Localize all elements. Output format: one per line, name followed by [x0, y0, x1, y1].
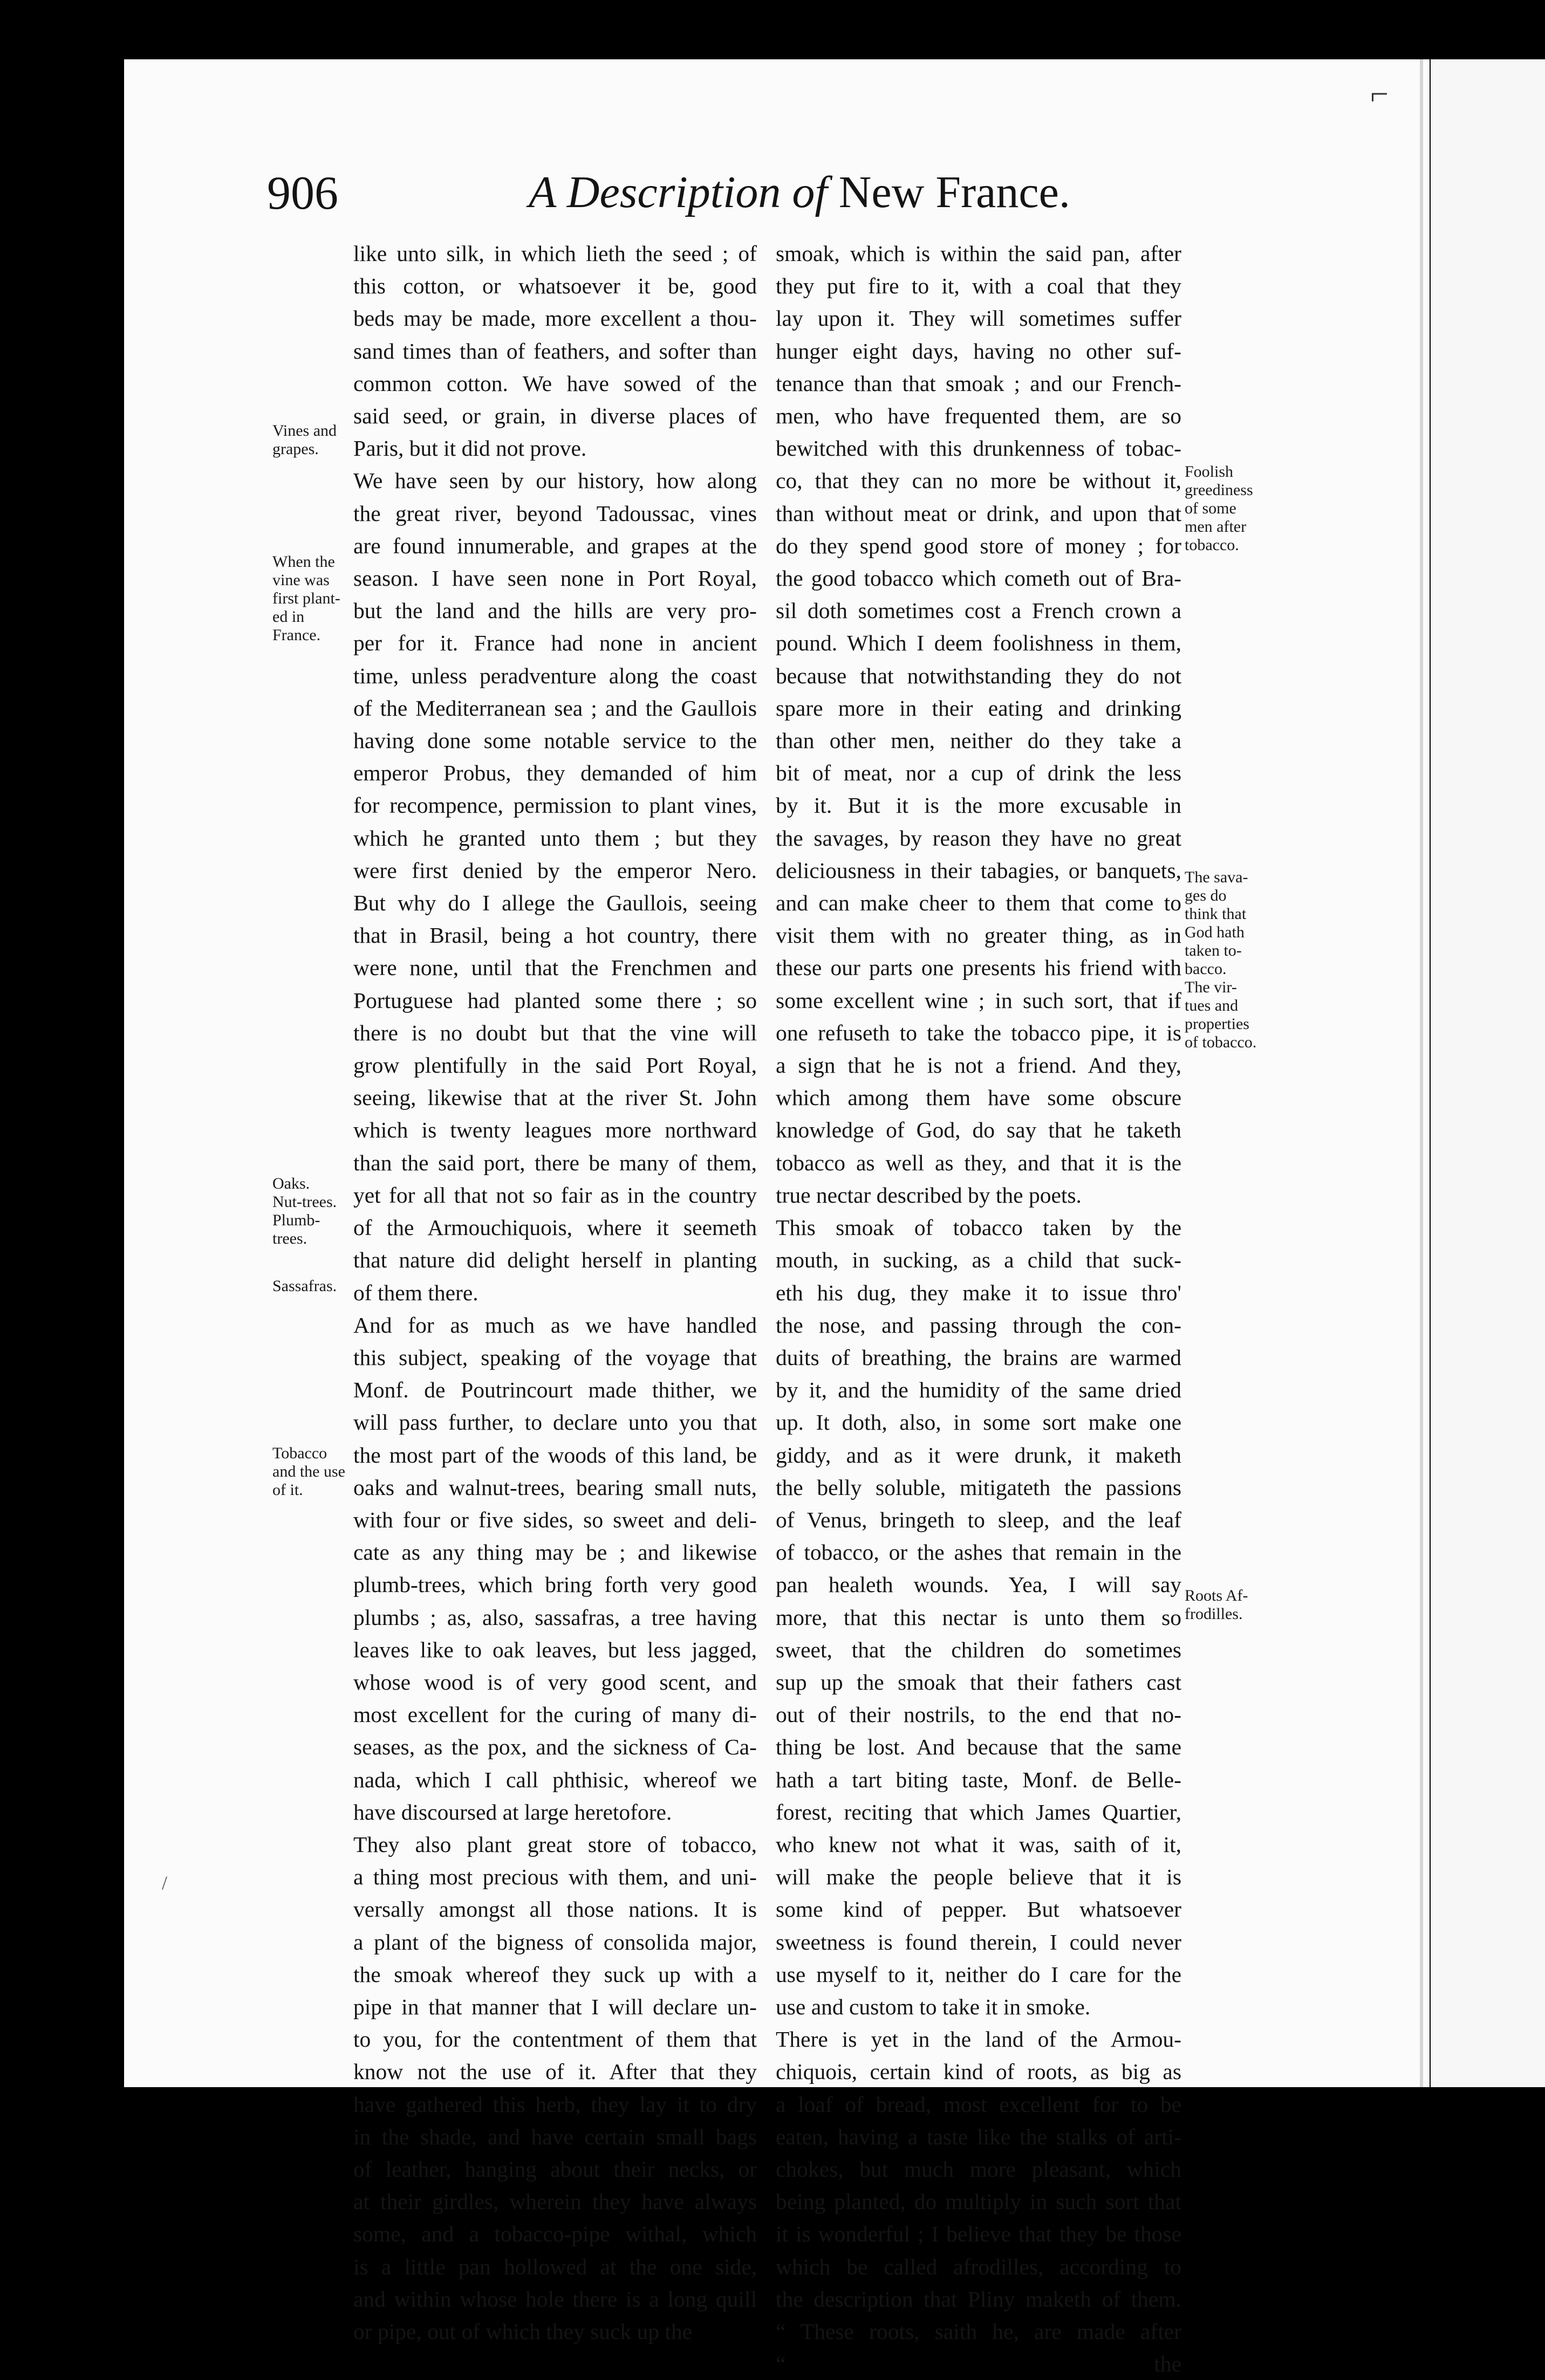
margin-note-foolish-greediness: Foolish greediness of some men after tobacco. [1185, 463, 1253, 554]
text-line: “ the [776, 2351, 1181, 2377]
text-line: to you, for the contentment of them that [353, 2027, 757, 2052]
text-line: the smoak whereof they suck up with a [353, 1961, 757, 1987]
text-line: which he granted unto them ; but they [353, 825, 757, 851]
running-title [529, 167, 1070, 217]
text-line: of the Armouchiquois, where it seemeth [353, 1215, 757, 1240]
margin-note-vines: Vines and grapes. [272, 422, 337, 458]
stray-mark: / [162, 1872, 168, 1894]
text-line: the great river, beyond Tadoussac, vines [353, 500, 757, 526]
text-line: at their girdles, wherein they have always [353, 2189, 757, 2214]
text-line: whose wood is of very good scent, and [353, 1669, 757, 1695]
text-line: sup up the smoak that their fathers cast [776, 1669, 1181, 1695]
text-line: this subject, speaking of the voyage that [353, 1345, 757, 1370]
text-line: some kind of pepper. But whatsoever [776, 1897, 1181, 1922]
text-line: or pipe, out of which they suck up the [353, 2319, 693, 2344]
running-title-prefix: A Description of [529, 167, 828, 217]
text-line: But why do I allege the Gaullois, seeing [353, 890, 757, 916]
text-line: Monf. de Poutrincourt made thither, we [353, 1377, 757, 1403]
text-line: and within whose hole there is a long quill [353, 2286, 757, 2312]
text-line: of leather, hanging about their necks, or [353, 2156, 757, 2182]
text-line: eth his dug, they make it to issue thro' [776, 1280, 1181, 1305]
right-text-column [776, 237, 1181, 2380]
text-line: hath a tart biting taste, Monf. de Belle- [776, 1767, 1181, 1792]
margin-note-sassafras: Sassafras. [272, 1277, 337, 1295]
text-line: it is wonderful ; I believe that they be those [776, 2221, 1181, 2247]
text-line: nada, which I call phthisic, whereof we [353, 1767, 757, 1792]
margin-note-roots: Roots Af- frodilles. [1185, 1587, 1248, 1623]
text-line: that nature did delight herself in planting [353, 1247, 757, 1273]
text-line: hunger eight days, having no other suf- [776, 338, 1181, 363]
text-line: grow plentifully in the said Port Royal, [353, 1053, 757, 1078]
text-line: will make the people believe that it is [776, 1864, 1181, 1890]
page-number: 906 [267, 167, 338, 220]
text-line: which be called afrodilles, according to [776, 2254, 1181, 2279]
text-line: season. I have seen none in Port Royal, [353, 566, 757, 591]
text-line: which is twenty leagues more northward [353, 1117, 757, 1143]
text-line: that in Brasil, being a hot country, there [353, 923, 757, 948]
text-line: the good tobacco which cometh out of Bra- [776, 566, 1181, 591]
text-line: giddy, and as it were drunk, it maketh [776, 1442, 1181, 1467]
text-line: co, that they can no more be without it, [776, 468, 1181, 493]
text-line: use and custom to take it in smoke. [776, 1994, 1091, 2019]
text-line: We have seen by our history, how along [353, 468, 757, 493]
text-line: per for it. France had none in ancient [353, 630, 757, 656]
text-line: visit them with no greater thing, as in [776, 923, 1181, 948]
text-line: They also plant great store of tobacco, [353, 1832, 757, 1857]
margin-note-savages-god: The sava- ges do think that God hath taken to- bacco. The vir- tues and properties of tobacco. [1185, 868, 1257, 1051]
text-line: a thing most precious with them, and uni- [353, 1864, 757, 1890]
text-line: sweet, that the children do sometimes [776, 1637, 1181, 1662]
text-line: the belly soluble, mitigateth the passions [776, 1474, 1181, 1500]
text-line: will pass further, to declare unto you that [353, 1410, 757, 1435]
text-line: versally amongst all those nations. It is [353, 1897, 757, 1922]
text-line: of Venus, bringeth to sleep, and the leaf [776, 1507, 1181, 1532]
text-line: and can make cheer to them that come to [776, 890, 1181, 916]
text-line: out of their nostrils, to the end that no- [776, 1702, 1181, 1727]
text-line: is a little pan hollowed at the one side, [353, 2254, 757, 2279]
text-line: chokes, but much more pleasant, which [776, 2156, 1181, 2182]
margin-note-tobacco: Tobacco and the use of it. [272, 1444, 345, 1499]
text-line: most excellent for the curing of many di- [353, 1702, 757, 1727]
text-line: cate as any thing may be ; and likewise [353, 1540, 757, 1565]
text-line: for recompence, permission to plant vines, [353, 793, 757, 818]
text-line: beds may be made, more excellent a thou- [353, 306, 757, 331]
text-line: the savages, by reason they have no great [776, 825, 1181, 851]
text-line: they put fire to it, with a coal that they [776, 273, 1181, 299]
facing-page-edge [1431, 59, 1545, 2087]
text-line: thing be lost. And because that the same [776, 1734, 1181, 1760]
text-line: having done some notable service to the [353, 728, 757, 753]
text-line: have gathered this herb, they lay it to dry [353, 2091, 757, 2117]
text-line: This smoak of tobacco taken by the [776, 1215, 1181, 1240]
text-line: mouth, in sucking, as a child that suck- [776, 1247, 1181, 1273]
text-line: forest, reciting that which James Quartier, [776, 1799, 1181, 1825]
text-line: leaves like to oak leaves, but less jagged, [353, 1637, 757, 1662]
text-line: some, and a tobacco-pipe withal, which [353, 2221, 757, 2247]
text-line: smoak, which is within the said pan, after [776, 241, 1181, 266]
text-line: of tobacco, or the ashes that remain in the [776, 1540, 1181, 1565]
text-line: like unto silk, in which lieth the seed ; of [353, 241, 757, 266]
text-line: Portuguese had planted some there ; so [353, 987, 757, 1013]
text-line: a plant of the bigness of consolida major, [353, 1929, 757, 1954]
text-line: pan healeth wounds. Yea, I will say [776, 1572, 1181, 1597]
text-line: seases, as the pox, and the sickness of Ca- [353, 1734, 757, 1760]
page-gutter [1420, 59, 1423, 2087]
text-line: in the shade, and have certain small bags [353, 2124, 757, 2149]
text-line: are found innumerable, and grapes at the [353, 533, 757, 558]
text-line: by it, and the humidity of the same dried [776, 1377, 1181, 1403]
text-line: these our parts one presents his friend with [776, 955, 1181, 980]
text-line: up. It doth, also, in some sort make one [776, 1410, 1181, 1435]
text-line: were none, until that the Frenchmen and [353, 955, 757, 980]
text-line: “ These roots, saith he, are made after [776, 2319, 1181, 2344]
text-line: tobacco as well as they, and that it is the [776, 1150, 1181, 1175]
text-line: by it. But it is the more excusable in [776, 793, 1181, 818]
text-line: said seed, or grain, in diverse places of [353, 403, 757, 429]
text-line: sil doth sometimes cost a French crown a [776, 598, 1181, 623]
text-line: do they spend good store of money ; for [776, 533, 1181, 558]
text-line: And for as much as we have handled [353, 1312, 757, 1338]
text-line: with four or five sides, so sweet and deli- [353, 1507, 757, 1532]
text-line: sweetness is found therein, I could never [776, 1929, 1181, 1954]
text-line: know not the use of it. After that they [353, 2059, 757, 2084]
text-line: were first denied by the emperor Nero. [353, 858, 757, 883]
text-line: than other men, neither do they take a [776, 728, 1181, 753]
text-line: men, who have frequented them, are so [776, 403, 1181, 429]
text-line: emperor Probus, they demanded of him [353, 760, 757, 786]
text-line: pound. Which I deem foolishness in them, [776, 630, 1181, 656]
text-line: because that notwithstanding they do not [776, 663, 1181, 688]
text-line: pipe in that manner that I will declare un- [353, 1994, 757, 2019]
text-line: have discoursed at large heretofore. [353, 1799, 672, 1825]
text-line: oaks and walnut-trees, bearing small nuts, [353, 1474, 757, 1500]
text-line: lay upon it. They will sometimes suffer [776, 306, 1181, 331]
text-line: the nose, and passing through the con- [776, 1312, 1181, 1338]
text-line: more, that this nectar is unto them so [776, 1604, 1181, 1630]
text-line: bewitched with this drunkenness of tobac- [776, 436, 1181, 461]
text-line: some excellent wine ; in such sort, that if [776, 987, 1181, 1013]
text-line: chiquois, certain kind of roots, as big as [776, 2059, 1181, 2084]
text-line: than the said port, there be many of them, [353, 1150, 757, 1175]
text-line: spare more in their eating and drinking [776, 695, 1181, 721]
text-line: of them there. [353, 1280, 478, 1305]
text-line: seeing, likewise that at the river St. John [353, 1085, 757, 1110]
text-line: There is yet in the land of the Armou- [776, 2027, 1181, 2052]
text-line: common cotton. We have sowed of the [353, 371, 757, 396]
text-line: this cotton, or whatsoever it be, good [353, 273, 757, 299]
text-line: true nectar described by the poets. [776, 1182, 1082, 1208]
text-line: the description that Pliny maketh of them. [776, 2286, 1181, 2312]
text-line: which among them have some obscure [776, 1085, 1181, 1110]
text-line: time, unless peradventure along the coast [353, 663, 757, 688]
text-line: yet for all that not so fair as in the country [353, 1182, 757, 1208]
text-line: there is no doubt but that the vine will [353, 1020, 757, 1045]
margin-note-vine-planted: When the vine was first plant- ed in France. [272, 553, 340, 644]
text-line: eaten, having a taste like the stalks of arti- [776, 2124, 1181, 2149]
text-line: a loaf of bread, most excellent for to be [776, 2091, 1181, 2117]
corner-mark: ⌐ [1370, 76, 1389, 112]
left-text-column [353, 237, 757, 2348]
margin-note-oaks: Oaks. Nut-trees. Plumb- trees. [272, 1175, 337, 1247]
text-line: bit of meat, nor a cup of drink the less [776, 760, 1181, 786]
text-line: but the land and the hills are very pro- [353, 598, 757, 623]
text-line: of the Mediterranean sea ; and the Gaullois [353, 695, 757, 721]
text-line: being planted, do multiply in such sort that [776, 2189, 1181, 2214]
text-line: who knew not what it was, saith of it, [776, 1832, 1181, 1857]
text-line: use myself to it, neither do I care for the [776, 1961, 1181, 1987]
text-line: one refuseth to take the tobacco pipe, it is [776, 1020, 1181, 1045]
text-line: plumb-trees, which bring forth very good [353, 1572, 757, 1597]
text-line: a sign that he is not a friend. And they, [776, 1053, 1181, 1078]
text-line: sand times than of feathers, and softer than [353, 338, 757, 363]
text-line: tenance than that smoak ; and our French- [776, 371, 1181, 396]
text-line: plumbs ; as, also, sassafras, a tree having [353, 1604, 757, 1630]
text-line: than without meat or drink, and upon that [776, 500, 1181, 526]
running-title-main: New France. [838, 167, 1070, 217]
text-line: the most part of the woods of this land, be [353, 1442, 757, 1467]
text-line: Paris, but it did not prove. [353, 436, 587, 461]
text-line: duits of breathing, the brains are warmed [776, 1345, 1181, 1370]
text-line: deliciousness in their tabagies, or banquets, [776, 858, 1181, 883]
text-line: knowledge of God, do say that he taketh [776, 1117, 1181, 1143]
